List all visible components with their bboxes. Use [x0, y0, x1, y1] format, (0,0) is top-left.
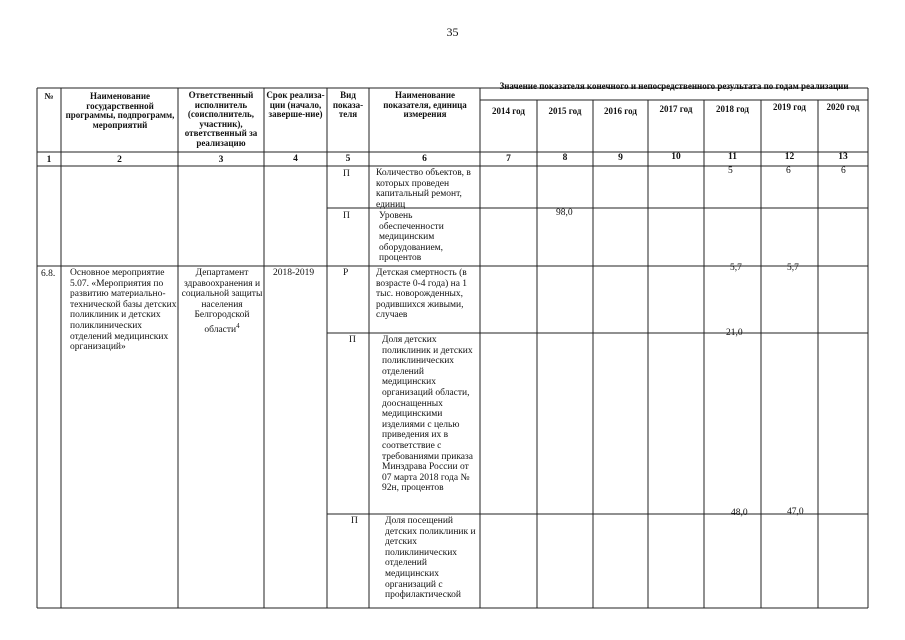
row-4-indicator-type: П	[349, 335, 356, 345]
row-3-indicator-type: Р	[343, 268, 349, 278]
row-4-indicator-name: Доля детских поликлиник и детских поликлинических отделений медицинских организаций области, дооснащенных медицинскими изделиями с целью приведения их в соответствие с требованиями приказа Минздрава России от 07 марта 2018 года № 92н, процентов	[382, 335, 473, 494]
header-year-2015: 2015 год	[548, 106, 582, 116]
page-number: 35	[446, 25, 459, 39]
row-2-value-2015: 98,0	[556, 208, 573, 218]
column-number-6: 6	[422, 154, 427, 164]
column-number-9: 9	[618, 153, 623, 163]
row-5-indicator-type: П	[351, 516, 358, 526]
row-3-responsible: Департамент здравоохранения и социальной защиты населения Белгородской области$^4$	[181, 268, 263, 336]
header-values-group: Значение показателя конечного и непосредственного результата по годам реализации	[499, 81, 849, 91]
row-3-value-2018: 5,7	[730, 263, 742, 273]
header-period: Срок реализа-ции (начало, заверше-ние)	[266, 90, 325, 120]
header-year-2016: 2016 год	[604, 106, 637, 116]
column-number-7: 7	[506, 154, 511, 164]
column-number-13: 13	[838, 152, 848, 162]
header-year-2020: 2020 год	[826, 102, 860, 112]
row-3-indicator-name: Детская смертность (в возрасте 0-4 года) на 1 тыс. новорожденных, родившихся живыми, случаев	[376, 268, 468, 321]
header-year-2014: 2014 год	[492, 106, 525, 116]
row-3-measure-name: Основное мероприятие 5.07. «Мероприятия по развитию материально-технической базы детских поликлиник и детских поликлинических отделений медицинских организаций»	[70, 268, 177, 353]
column-number-2: 2	[117, 155, 122, 165]
header-year-2017: 2017 год	[659, 104, 693, 114]
column-number-10: 10	[671, 152, 681, 162]
column-number-1: 1	[46, 155, 52, 165]
header-program-name: Наименование государственной программы, подпрограмм, мероприятий	[65, 91, 175, 130]
header-number: №	[44, 91, 54, 101]
row-1-value-2019: 6	[786, 166, 791, 176]
header-indicator-name: Наименование показателя, единица измерения	[383, 90, 467, 120]
row-3-value-2019: 5,7	[787, 263, 799, 273]
column-number-5: 5	[345, 154, 351, 164]
row-3-period: 2018-2019	[273, 268, 315, 278]
column-number-12: 12	[784, 152, 795, 162]
header-year-2019: 2019 год	[773, 102, 806, 112]
column-number-3: 3	[218, 155, 224, 165]
row-3-number: 6.8.	[41, 269, 56, 279]
header-year-2018: 2018 год	[716, 104, 749, 114]
row-5-indicator-name: Доля посещений детских поликлиник и детских поликлинических отделений медицинских организаций с профилактической	[385, 516, 476, 601]
column-number-4: 4	[293, 154, 298, 164]
row-1-value-2020: 6	[841, 166, 846, 176]
row-5-value-2018: 48,0	[731, 508, 748, 518]
row-1-indicator-type: П	[343, 169, 350, 179]
header-responsible: Ответственный исполнитель (соисполнитель, участник), ответственный за реализацию	[184, 90, 258, 148]
row-1-value-2018: 5	[728, 166, 733, 176]
row-1-indicator-name: Количество объектов, в которых проведен капитальный ремонт, единиц	[376, 168, 471, 210]
column-number-11: 11	[728, 152, 737, 162]
column-number-8: 8	[562, 153, 568, 163]
row-4-value-2018: 21,0	[726, 328, 743, 338]
header-indicator-type: Вид показа-теля	[332, 90, 364, 120]
row-2-indicator-name: Уровень обеспеченности медицинским оборудованием, процентов	[379, 211, 444, 264]
row-2-indicator-type: П	[343, 211, 350, 221]
row-5-value-2019: 47,0	[787, 507, 804, 517]
